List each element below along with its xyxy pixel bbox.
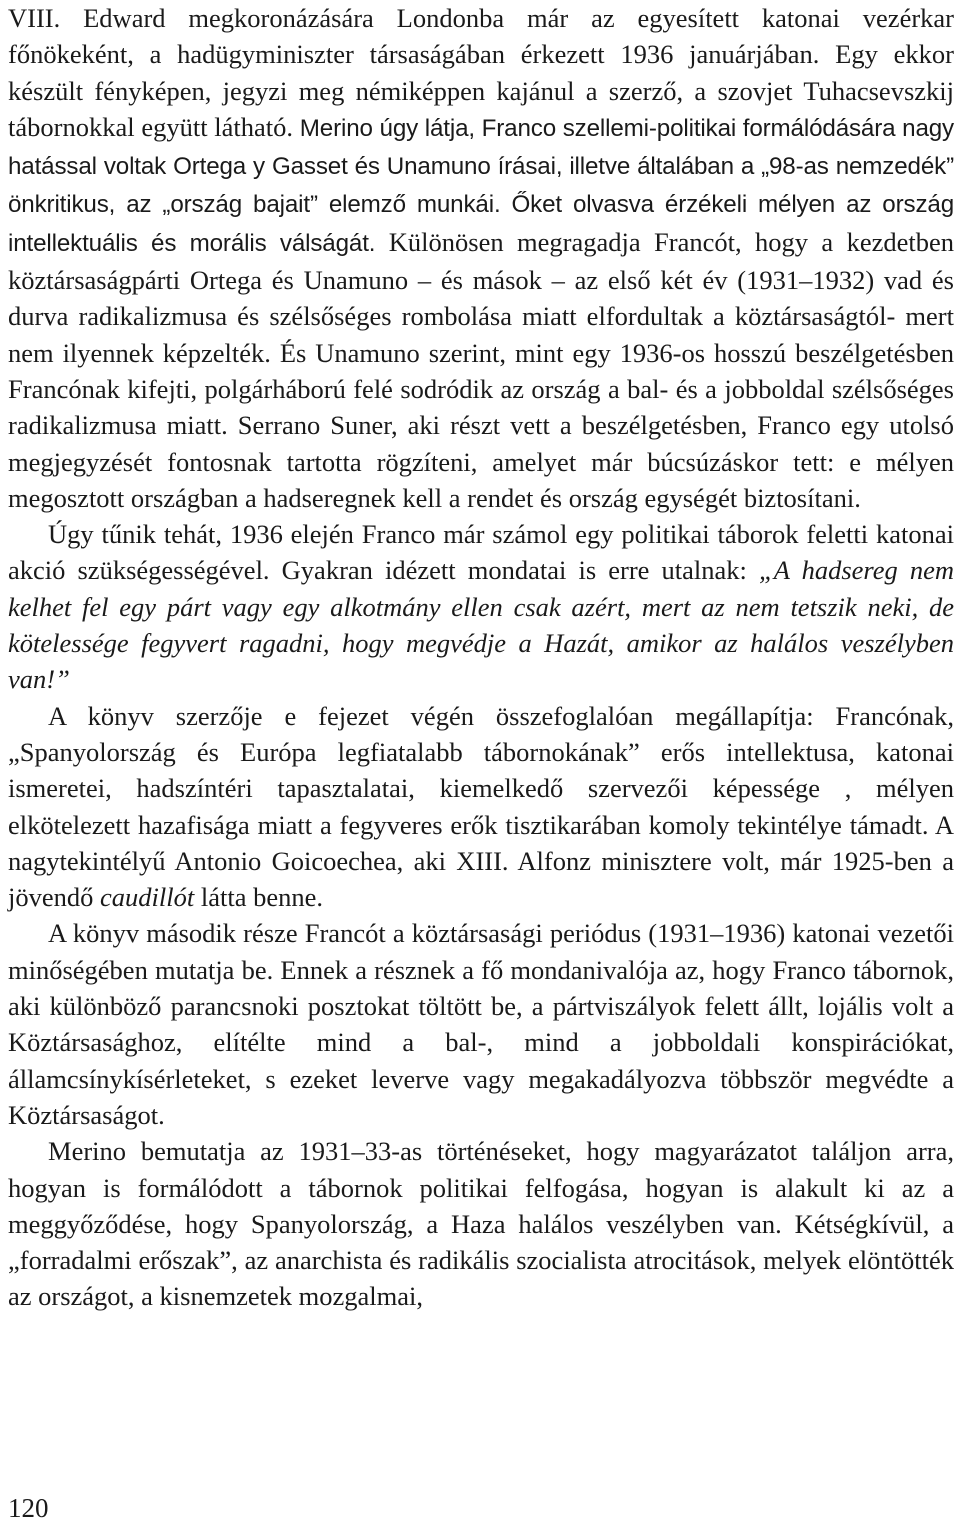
paragraph-2-text: Úgy tűnik tehát, 1936 elején Franco már számol egy politikai táborok feletti katonai akció szükségességével. Gyakran idézett mondatai is erre utalnak:: [8, 519, 954, 586]
paragraph-1: [8, 0, 954, 516]
paragraph-5: Merino bemutatja az 1931–33-as történéseket, hogy magyarázatot találjon arra, hogyan is formálódott a tábornok politikai felfogása, hogyan is alakult ki az a meggyőződése, hogy Spanyolország, a Haza halálos veszélyben van. Kétségkívül, a „forradalmi erőszak”, az anarchista és radikális szocialista atrocitások, melyek elöntötték az országot, a kisnemzetek mozgalmai,: [8, 1136, 954, 1312]
paragraph-3-text-b: látta benne.: [194, 882, 323, 913]
paragraph-1-text-c: Különösen megragadja Francót, hogy a kezdetben köztársaságpárti Ortega és Unamuno – és mások – az első két év (1931–1932) vad és durva radikalizmusa és szélsőséges rombolása miatt elfordultak a köztársaságtól- mert nem ilyennek képzelték. És Unamuno szerint, mint egy 1936-os hosszú beszélgetésben Francónak kifejti, polgárháború felé sodródik az ország a bal- és a jobboldal szélsőséges radikalizmusa miatt. Serrano Suner, aki részt vett a beszélgetésben, Franco egy utolsó megjegyzését fontosnak tartotta rögzíteni, amelyet már búcsúzáskor tett: e mélyen megosztott országban a hadseregnek kell a rendet és ország egységét biztosítani.: [8, 226, 955, 513]
paragraph-3-text-a: A könyv szerzője e fejezet végén összefoglalóan megállapítja: Francónak, „Spanyolország és Európa legfiatalabb tábornokának” erős intellektusa, katonai ismeretei, hadszíntéri tapasztalatai, kiemelkedő szervezői képessége , mélyen elkötelezett hazafisága miatt a fegyveres erők tisztikarában komoly tekintélye támadt. A nagytekintélyű Antonio Goicoechea, aki XIII. Alfonz minisztere volt, már 1925-ben a jövendő: [8, 700, 954, 913]
paragraph-4: A könyv második része Francót a köztársasági periódus (1931–1936) katonai vezetői minőségében mutatja be. Ennek a résznek a fő mondanivalója az, hogy Franco tábornok, aki különböző parancsnoki posztokat töltött be, a pártviszályok felett állt, lojális volt a Köztársasághoz, elítélte mind a bal-, mind a jobboldali konspirációkat, államcsínykísérleteket, s ezeket leverve vagy megakadályozva többször megvédte a Köztársaságot.: [8, 918, 954, 1130]
paragraph-1-text-b: Merino úgy látja, Franco szellemi-politikai formálódására nagy hatással voltak Ortega y Gasset és Unamuno írásai, illetve általában a „98-as nemzedék” önkritikus, az „ország bajait” elemző munkái. Őket olvasva érzékeli mélyen az ország intellektuális és morális válságát.: [8, 114, 954, 257]
paragraph-2: [8, 516, 954, 697]
paragraph-1-text-a: VIII. Edward megkoronázására Londonba már az egyesített katonai vezérkar főnökeként, a hadügyminiszter társaságában érkezett 1936 januárjában. Egy ekkor készült fényképen, jegyzi meg némiképpen kajánul a szerző, a szovjet Tuhacsevszkij tábornokkal együtt látható.: [8, 3, 954, 142]
paragraph-3-emphasis: caudillót: [100, 882, 195, 913]
paragraph-3: [8, 698, 954, 916]
paragraph-2-quote: „A hadsereg nem kelhet fel egy párt vagy egy alkotmány ellen csak azért, mert az nem tetszik neki, de kötelessége fegyvert ragadni, hogy megvédje a Hazát, amikor az halálos veszélyben van!”: [8, 555, 954, 695]
document-body: [8, 0, 954, 1315]
page-number: 120: [8, 1493, 49, 1523]
